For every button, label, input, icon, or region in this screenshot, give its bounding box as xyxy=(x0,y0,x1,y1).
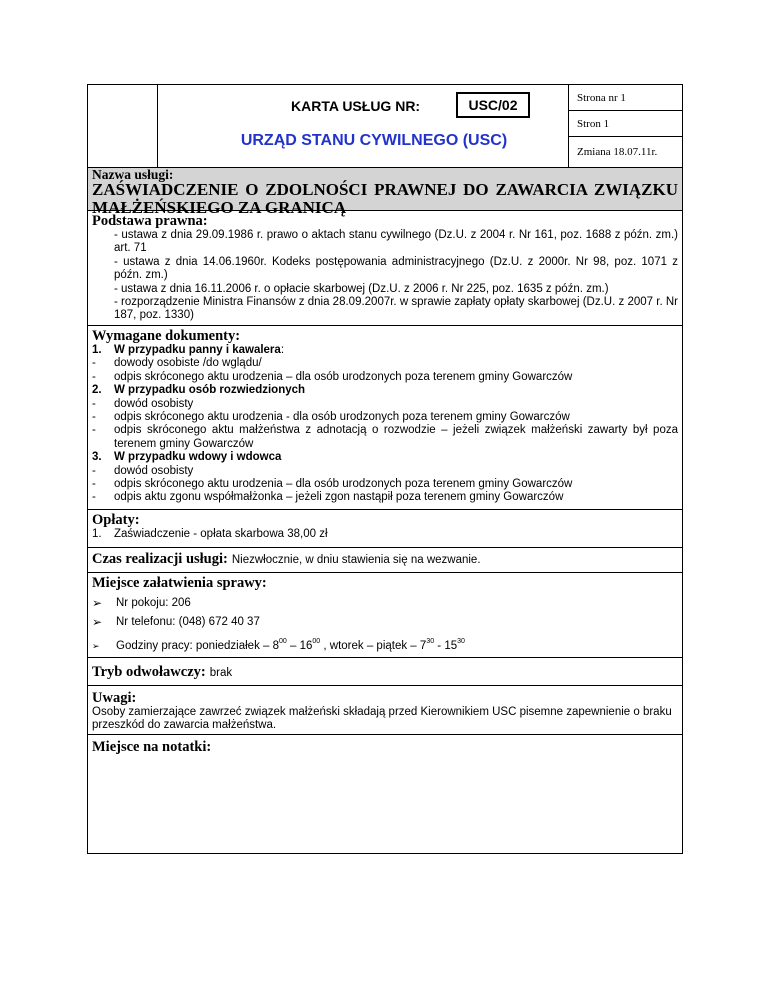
page-count: Stron 1 xyxy=(569,111,682,137)
fees-section xyxy=(88,510,682,548)
arrow-bullet-icon: ➢ xyxy=(92,595,103,610)
card-code: USC/02 xyxy=(456,92,530,118)
documents-group-heading: 1. W przypadku panny i kawalera: xyxy=(92,344,285,356)
appeal-title: Tryb odwoławczy: xyxy=(92,664,206,680)
appeal-section xyxy=(88,658,682,686)
documents-section xyxy=(88,326,682,510)
place-title: Miejsce załatwienia sprawy: xyxy=(92,575,267,591)
remarks-text: Osoby zamierzające zawrzeć związek małżeński składają przed Kierownikiem USC pisemne zapewnienie o braku przeszkód do zawarcia małżeństwa. xyxy=(92,706,672,732)
legal-basis-list xyxy=(92,229,678,323)
arrow-bullet-icon: ➢ xyxy=(92,614,103,629)
phone-number: Nr telefonu: (048) 672 40 37 xyxy=(116,615,260,628)
documents-group-heading: 2. W przypadku osób rozwiedzionych xyxy=(92,384,306,397)
processing-time-title: Czas realizacji usługi: xyxy=(92,551,228,567)
list-item: 1. Zaświadczenie - opłata skarbowa 38,00 zł xyxy=(92,528,328,540)
documents-list xyxy=(92,344,678,505)
page-meta xyxy=(568,85,682,167)
list-item: - odpis skróconego aktu urodzenia – dla osób urodzonych poza terenem gminy Gowarczów xyxy=(92,478,573,491)
page-number: Strona nr 1 xyxy=(569,85,682,111)
room-number: Nr pokoju: 206 xyxy=(116,596,191,609)
office-name: URZĄD STANU CYWILNEGO (USC) xyxy=(240,132,508,149)
list-item xyxy=(92,629,678,653)
list-item: - odpis skróconego aktu urodzenia – dla osób urodzonych poza terenem gminy Gowarczów xyxy=(92,370,573,383)
service-card xyxy=(87,84,683,854)
list-item: - odpis aktu zgonu współmałżonka – jeżeli zgon nastąpił poza terenem gminy Gowarczów xyxy=(92,491,564,504)
appeal-value: brak xyxy=(209,667,233,679)
notes-title: Miejsce na notatki: xyxy=(92,739,212,755)
remarks-section xyxy=(88,686,682,735)
service-name-section xyxy=(88,167,682,217)
list-item xyxy=(92,591,678,610)
documents-group-heading: 3. W przypadku wdowy i wdowca xyxy=(92,451,282,464)
arrow-bullet-icon: ➢ xyxy=(92,640,100,651)
service-name: ZAŚWIADCZENIE O ZDOLNOŚCI PRAWNEJ DO ZAWARCIA ZWIĄZKU MAŁŻEŃSKIEGO ZA GRANICĄ xyxy=(92,180,678,217)
list-item: - dowód osobisty xyxy=(92,464,194,477)
notes-section xyxy=(88,735,682,853)
logo-cell xyxy=(88,85,158,167)
legal-basis-title: Podstawa prawna: xyxy=(92,213,208,229)
card-number-label: KARTA USŁUG NR: xyxy=(291,98,421,114)
list-item: - odpis skróconego aktu małżeństwa z adnotacją o rozwodzie – jeżeli związek małżeński zawarty był poza terenem gminy Gowarczów xyxy=(92,424,678,450)
list-item: - dowody osobiste /do wglądu/ xyxy=(92,357,262,370)
legal-basis-item: - ustawa z dnia 29.09.1986 r. prawo o aktach stanu cywilnego (Dz.U. z 2004 r. Nr 161, poz. 1688 z późn. zm.) art. 71 xyxy=(114,229,678,255)
revision-date: Zmiana 18.07.11r. xyxy=(577,146,658,158)
place-section xyxy=(88,573,682,658)
fees-title: Opłaty: xyxy=(92,512,140,528)
list-item: - dowód osobisty xyxy=(92,397,194,410)
service-label: Nazwa usługi: xyxy=(92,167,174,182)
remarks-title: Uwagi: xyxy=(92,690,137,706)
legal-basis-item: - rozporządzenie Ministra Finansów z dnia 28.09.2007r. w sprawie zapłaty opłaty skarbowej (Dz.U. z 2007 r. Nr 187, poz. 1330) xyxy=(114,296,678,322)
card-header xyxy=(88,85,682,168)
legal-basis-item: - ustawa z dnia 14.06.1960r. Kodeks postępowania administracyjnego (Dz.U. z 2000r. Nr 98, poz. 1071 z późn. zm.) xyxy=(114,255,678,282)
documents-title: Wymagane dokumenty: xyxy=(92,328,241,344)
office-hours: Godziny pracy: poniedziałek – $8^{00} - 16^{00}$ , wtorek – piątek – $7^{30} - 15^{30}$ xyxy=(116,637,465,652)
legal-basis-section xyxy=(88,211,682,326)
list-item xyxy=(92,610,678,629)
legal-basis-item: - ustawa z dnia 16.11.2006 r. o opłacie skarbowej (Dz.U. z 2006 r. Nr 225, poz. 1635 z późn. zm.) xyxy=(114,282,609,295)
processing-time-value: Niezwłocznie, w dniu stawienia się na wezwanie. xyxy=(231,554,481,566)
processing-time-section xyxy=(88,548,682,573)
list-item: - odpis skróconego aktu urodzenia - dla osób urodzonych poza terenem gminy Gowarczów xyxy=(92,411,570,424)
